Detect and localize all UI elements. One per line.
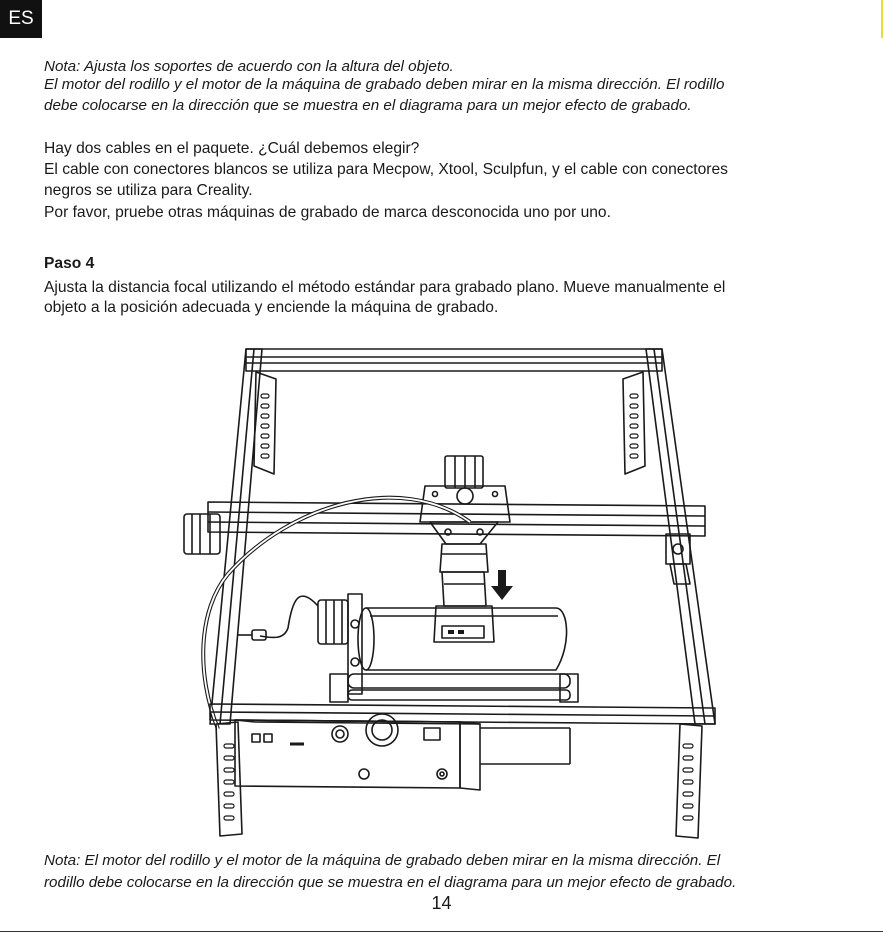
front-right-leg [676,724,702,838]
gantry-end-right [666,534,690,584]
page-number: 14 [431,893,452,913]
laser-carriage [420,456,510,544]
cables-line-1: Hay dos cables en el paquete. ¿Cuál debemos elegir? [44,140,420,157]
language-badge: ES [0,0,42,38]
front-left-leg [216,722,242,836]
cylinder-object [358,608,567,670]
note-top-line-1: Nota: Ajusta los soportes de acuerdo con la altura del objeto. [44,58,454,75]
back-right-leg [623,372,645,474]
roller-base [330,674,578,702]
back-left-leg [254,372,276,474]
note-top-line-3: debe colocarse en la dirección que se muestra en el diagrama para un mejor efecto de grabado. [44,97,692,114]
step-title: Paso 4 [44,255,95,272]
gantry-motor [184,514,220,554]
note-bottom-line-2: rodillo debe colocarse en la dirección que se muestra en el diagrama para un mejor efecto de grabado. [44,874,737,891]
note-top-line-2: El motor del rodillo y el motor de la máquina de grabado deben mirar en la misma dirección. El rodillo [44,76,725,93]
step-line-2: objeto a la posición adecuada y enciende la máquina de grabado. [44,299,499,316]
cable-connector [238,630,266,640]
back-rail [246,349,662,371]
cables-line-2: El cable con conectores blancos se utiliza para Mecpow, Xtool, Sculpfun, y el cable con conectores [44,161,728,178]
roller-cable [260,596,318,637]
left-rail [210,349,262,724]
bottom-rule [0,931,883,932]
roller-motor [318,594,362,694]
cables-line-4: Por favor, pruebe otras máquinas de grabado de marca desconocida uno por uno. [44,204,611,221]
note-bottom-line-1: Nota: El motor del rodillo y el motor de la máquina de grabado deben mirar en la misma dirección. El [44,852,721,869]
control-box [235,714,570,790]
engraver-roller-illustration [180,344,740,844]
cables-line-3: negros se utiliza para Creality. [44,182,253,199]
step-line-1: Ajusta la distancia focal utilizando el método estándar para grabado plano. Mueve manualmente el [44,279,726,296]
down-arrow-icon [491,570,513,600]
laser-head [434,544,494,642]
